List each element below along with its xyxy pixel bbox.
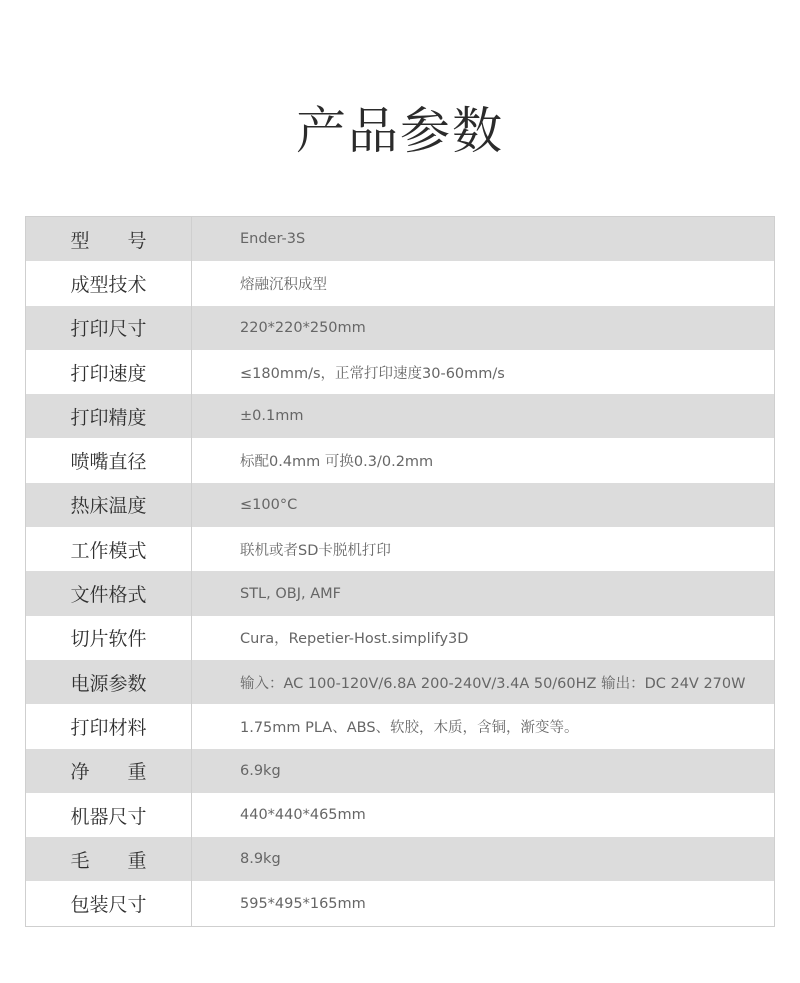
spec-value: 熔融沉积成型 (240, 276, 327, 293)
spec-label: 打印材料 (26, 704, 192, 748)
spec-row-model (26, 217, 774, 261)
spec-value: 595*495*165mm (240, 895, 366, 912)
spec-row-gross-weight (26, 837, 774, 881)
spec-row-file-format (26, 571, 774, 615)
spec-label: 打印速度 (26, 350, 192, 394)
spec-value: ≤100°C (240, 496, 298, 513)
spec-label: 包装尺寸 (26, 881, 192, 925)
spec-row-slicer-software (26, 616, 774, 660)
spec-label: 文件格式 (26, 571, 192, 615)
spec-row-power (26, 660, 774, 704)
spec-value: 8.9kg (240, 851, 281, 868)
spec-row-nozzle-diameter (26, 438, 774, 482)
spec-label: 型 号 (26, 217, 192, 261)
spec-row-print-size (26, 306, 774, 350)
spec-label: 打印尺寸 (26, 306, 192, 350)
spec-value: 联机或者SD卡脱机打印 (240, 542, 391, 559)
spec-row-machine-size (26, 793, 774, 837)
spec-label: 打印精度 (26, 394, 192, 438)
spec-value: 标配0.4mm 可换0.3/0.2mm (240, 454, 434, 471)
spec-value: 1.75mm PLA、ABS、软胶，木质，含铜，渐变等。 (240, 719, 579, 736)
spec-value: ±0.1mm (240, 408, 304, 425)
spec-label: 热床温度 (26, 483, 192, 527)
spec-row-net-weight (26, 749, 774, 793)
spec-row-package-size (26, 881, 774, 925)
spec-value: 输入：AC 100-120V/6.8A 200-240V/3.4A 50/60HZ 输出：DC 24V 270W (240, 675, 746, 692)
spec-value: STL, OBJ, AMF (240, 585, 341, 602)
spec-value: ≤180mm/s，正常打印速度30-60mm/s (240, 365, 505, 382)
spec-value: 220*220*250mm (240, 319, 366, 336)
page-title: 产品参数 (296, 102, 504, 160)
spec-value: 6.9kg (240, 762, 281, 779)
spec-table (25, 216, 775, 927)
spec-label: 毛 重 (26, 837, 192, 881)
spec-label: 成型技术 (26, 261, 192, 305)
spec-label: 净 重 (26, 749, 192, 793)
spec-label: 电源参数 (26, 660, 192, 704)
spec-row-print-material (26, 704, 774, 748)
spec-row-print-precision (26, 394, 774, 438)
spec-label: 机器尺寸 (26, 793, 192, 837)
spec-row-print-speed (26, 350, 774, 394)
spec-label: 喷嘴直径 (26, 438, 192, 482)
spec-row-work-mode (26, 527, 774, 571)
spec-value: 440*440*465mm (240, 807, 366, 823)
spec-label: 切片软件 (26, 616, 192, 660)
spec-value: Cura，Repetier-Host.simplify3D (240, 631, 469, 648)
spec-row-technology (26, 261, 774, 305)
spec-value: Ender-3S (240, 231, 306, 248)
spec-row-bed-temperature (26, 483, 774, 527)
spec-label: 工作模式 (26, 527, 192, 571)
